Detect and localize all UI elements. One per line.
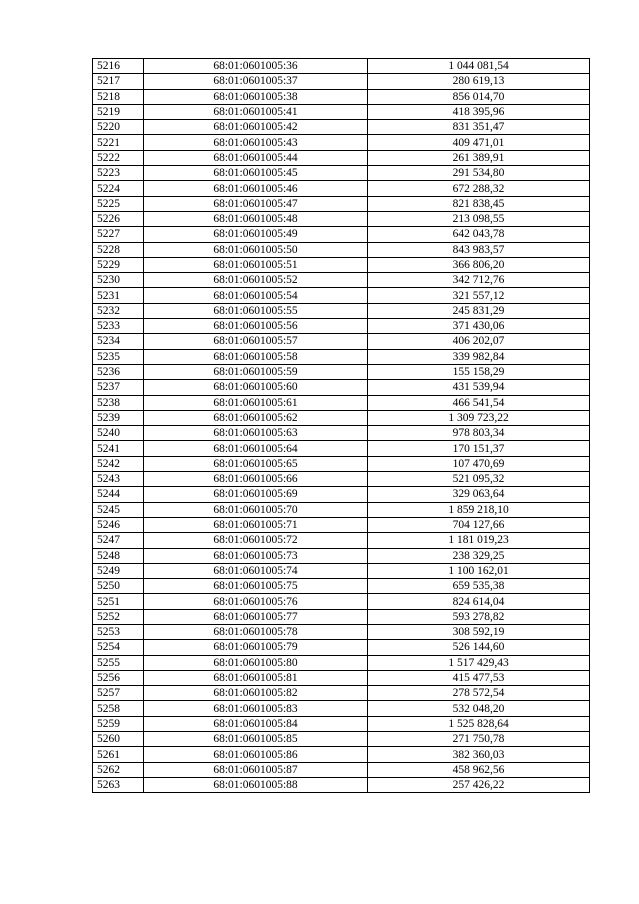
row-number-cell: 5230 <box>93 273 144 288</box>
table-row <box>93 426 590 441</box>
row-number-cell: 5245 <box>93 502 144 517</box>
cadastral-value-cell: 458 962,56 <box>368 762 590 777</box>
cadastral-number-cell: 68:01:0601005:84 <box>144 716 368 731</box>
table-row <box>93 257 590 272</box>
cadastral-value-cell: 1 525 828,64 <box>368 716 590 731</box>
cadastral-value-cell: 339 982,84 <box>368 349 590 364</box>
row-number-cell: 5223 <box>93 166 144 181</box>
table-row <box>93 594 590 609</box>
cadastral-number-cell: 68:01:0601005:46 <box>144 181 368 196</box>
row-number-cell: 5233 <box>93 319 144 334</box>
table-row <box>93 624 590 639</box>
cadastral-number-cell: 68:01:0601005:52 <box>144 273 368 288</box>
table-row <box>93 196 590 211</box>
row-number-cell: 5253 <box>93 624 144 639</box>
row-number-cell: 5218 <box>93 89 144 104</box>
row-number-cell: 5257 <box>93 686 144 701</box>
row-number-cell: 5221 <box>93 135 144 150</box>
cadastral-value-cell: 329 063,64 <box>368 487 590 502</box>
table-row <box>93 150 590 165</box>
row-number-cell: 5243 <box>93 472 144 487</box>
table-row <box>93 364 590 379</box>
table-row <box>93 670 590 685</box>
table-row <box>93 533 590 548</box>
cadastral-number-cell: 68:01:0601005:80 <box>144 655 368 670</box>
cadastral-value-cell: 831 351,47 <box>368 120 590 135</box>
cadastral-number-cell: 68:01:0601005:74 <box>144 563 368 578</box>
row-number-cell: 5226 <box>93 211 144 226</box>
table-row <box>93 395 590 410</box>
table-row <box>93 349 590 364</box>
cadastral-number-cell: 68:01:0601005:51 <box>144 257 368 272</box>
row-number-cell: 5249 <box>93 563 144 578</box>
cadastral-number-cell: 68:01:0601005:76 <box>144 594 368 609</box>
cadastral-value-cell: 431 539,94 <box>368 380 590 395</box>
table-row <box>93 502 590 517</box>
cadastral-value-cell: 704 127,66 <box>368 517 590 532</box>
cadastral-value-cell: 593 278,82 <box>368 609 590 624</box>
row-number-cell: 5232 <box>93 303 144 318</box>
table-row <box>93 181 590 196</box>
cadastral-number-cell: 68:01:0601005:70 <box>144 502 368 517</box>
cadastral-number-cell: 68:01:0601005:42 <box>144 120 368 135</box>
row-number-cell: 5262 <box>93 762 144 777</box>
table-row <box>93 472 590 487</box>
row-number-cell: 5227 <box>93 227 144 242</box>
cadastral-value-cell: 1 100 162,01 <box>368 563 590 578</box>
cadastral-value-cell: 366 806,20 <box>368 257 590 272</box>
row-number-cell: 5242 <box>93 456 144 471</box>
cadastral-number-cell: 68:01:0601005:72 <box>144 533 368 548</box>
cadastral-value-cell: 245 831,29 <box>368 303 590 318</box>
cadastral-number-cell: 68:01:0601005:49 <box>144 227 368 242</box>
table-row <box>93 579 590 594</box>
cadastral-value-cell: 238 329,25 <box>368 548 590 563</box>
row-number-cell: 5254 <box>93 640 144 655</box>
cadastral-number-cell: 68:01:0601005:87 <box>144 762 368 777</box>
row-number-cell: 5239 <box>93 410 144 425</box>
cadastral-number-cell: 68:01:0601005:66 <box>144 472 368 487</box>
cadastral-number-cell: 68:01:0601005:48 <box>144 211 368 226</box>
row-number-cell: 5251 <box>93 594 144 609</box>
row-number-cell: 5234 <box>93 334 144 349</box>
row-number-cell: 5247 <box>93 533 144 548</box>
cadastral-number-cell: 68:01:0601005:38 <box>144 89 368 104</box>
cadastral-number-cell: 68:01:0601005:64 <box>144 441 368 456</box>
row-number-cell: 5229 <box>93 257 144 272</box>
cadastral-number-cell: 68:01:0601005:73 <box>144 548 368 563</box>
cadastral-number-cell: 68:01:0601005:59 <box>144 364 368 379</box>
cadastral-value-cell: 371 430,06 <box>368 319 590 334</box>
row-number-cell: 5259 <box>93 716 144 731</box>
row-number-cell: 5231 <box>93 288 144 303</box>
cadastral-value-cell: 659 535,38 <box>368 579 590 594</box>
table-row <box>93 319 590 334</box>
row-number-cell: 5220 <box>93 120 144 135</box>
table-row <box>93 104 590 119</box>
cadastral-number-cell: 68:01:0601005:65 <box>144 456 368 471</box>
cadastral-value-cell: 278 572,54 <box>368 686 590 701</box>
row-number-cell: 5217 <box>93 74 144 89</box>
row-number-cell: 5235 <box>93 349 144 364</box>
cadastral-number-cell: 68:01:0601005:79 <box>144 640 368 655</box>
cadastral-number-cell: 68:01:0601005:47 <box>144 196 368 211</box>
table-row <box>93 380 590 395</box>
cadastral-value-cell: 409 471,01 <box>368 135 590 150</box>
cadastral-number-cell: 68:01:0601005:71 <box>144 517 368 532</box>
cadastral-value-cell: 1 044 081,54 <box>368 59 590 74</box>
row-number-cell: 5250 <box>93 579 144 594</box>
table-row <box>93 716 590 731</box>
cadastral-number-cell: 68:01:0601005:41 <box>144 104 368 119</box>
cadastral-value-cell: 1 517 429,43 <box>368 655 590 670</box>
cadastral-number-cell: 68:01:0601005:60 <box>144 380 368 395</box>
row-number-cell: 5224 <box>93 181 144 196</box>
cadastral-value-cell: 213 098,55 <box>368 211 590 226</box>
table-row <box>93 135 590 150</box>
row-number-cell: 5246 <box>93 517 144 532</box>
table-row <box>93 89 590 104</box>
row-number-cell: 5252 <box>93 609 144 624</box>
row-number-cell: 5216 <box>93 59 144 74</box>
cadastral-value-cell: 532 048,20 <box>368 701 590 716</box>
table-row <box>93 74 590 89</box>
cadastral-number-cell: 68:01:0601005:81 <box>144 670 368 685</box>
cadastral-number-cell: 68:01:0601005:55 <box>144 303 368 318</box>
cadastral-value-table <box>92 58 590 793</box>
row-number-cell: 5222 <box>93 150 144 165</box>
table-row <box>93 441 590 456</box>
cadastral-number-cell: 68:01:0601005:57 <box>144 334 368 349</box>
table-body <box>93 59 590 793</box>
cadastral-number-cell: 68:01:0601005:86 <box>144 747 368 762</box>
cadastral-number-cell: 68:01:0601005:82 <box>144 686 368 701</box>
table-row <box>93 211 590 226</box>
table-row <box>93 456 590 471</box>
cadastral-value-cell: 271 750,78 <box>368 732 590 747</box>
table-row <box>93 334 590 349</box>
cadastral-number-cell: 68:01:0601005:58 <box>144 349 368 364</box>
table-row <box>93 762 590 777</box>
table-row <box>93 303 590 318</box>
cadastral-number-cell: 68:01:0601005:69 <box>144 487 368 502</box>
cadastral-value-cell: 321 557,12 <box>368 288 590 303</box>
cadastral-value-cell: 856 014,70 <box>368 89 590 104</box>
table-row <box>93 242 590 257</box>
cadastral-number-cell: 68:01:0601005:36 <box>144 59 368 74</box>
table-row <box>93 120 590 135</box>
cadastral-value-cell: 843 983,57 <box>368 242 590 257</box>
table-row <box>93 686 590 701</box>
row-number-cell: 5261 <box>93 747 144 762</box>
cadastral-value-cell: 257 426,22 <box>368 777 590 792</box>
row-number-cell: 5256 <box>93 670 144 685</box>
cadastral-value-cell: 170 151,37 <box>368 441 590 456</box>
row-number-cell: 5237 <box>93 380 144 395</box>
table-row <box>93 563 590 578</box>
row-number-cell: 5263 <box>93 777 144 792</box>
cadastral-value-cell: 1 859 218,10 <box>368 502 590 517</box>
cadastral-number-cell: 68:01:0601005:83 <box>144 701 368 716</box>
table-row <box>93 548 590 563</box>
table-row <box>93 59 590 74</box>
cadastral-value-cell: 978 803,34 <box>368 426 590 441</box>
cadastral-value-cell: 824 614,04 <box>368 594 590 609</box>
cadastral-value-cell: 280 619,13 <box>368 74 590 89</box>
cadastral-number-cell: 68:01:0601005:44 <box>144 150 368 165</box>
cadastral-value-cell: 155 158,29 <box>368 364 590 379</box>
cadastral-value-cell: 107 470,69 <box>368 456 590 471</box>
cadastral-number-cell: 68:01:0601005:77 <box>144 609 368 624</box>
table-row <box>93 777 590 792</box>
row-number-cell: 5244 <box>93 487 144 502</box>
cadastral-value-cell: 261 389,91 <box>368 150 590 165</box>
cadastral-value-cell: 466 541,54 <box>368 395 590 410</box>
cadastral-number-cell: 68:01:0601005:50 <box>144 242 368 257</box>
table-row <box>93 732 590 747</box>
cadastral-number-cell: 68:01:0601005:54 <box>144 288 368 303</box>
table-row <box>93 517 590 532</box>
table-row <box>93 747 590 762</box>
cadastral-value-cell: 1 309 723,22 <box>368 410 590 425</box>
table-row <box>93 487 590 502</box>
cadastral-number-cell: 68:01:0601005:63 <box>144 426 368 441</box>
row-number-cell: 5258 <box>93 701 144 716</box>
cadastral-value-cell: 1 181 019,23 <box>368 533 590 548</box>
cadastral-number-cell: 68:01:0601005:62 <box>144 410 368 425</box>
cadastral-number-cell: 68:01:0601005:78 <box>144 624 368 639</box>
row-number-cell: 5236 <box>93 364 144 379</box>
cadastral-value-cell: 382 360,03 <box>368 747 590 762</box>
table-row <box>93 701 590 716</box>
table-row <box>93 273 590 288</box>
cadastral-number-cell: 68:01:0601005:75 <box>144 579 368 594</box>
cadastral-value-cell: 406 202,07 <box>368 334 590 349</box>
cadastral-value-cell: 521 095,32 <box>368 472 590 487</box>
cadastral-value-cell: 526 144,60 <box>368 640 590 655</box>
cadastral-number-cell: 68:01:0601005:43 <box>144 135 368 150</box>
cadastral-value-cell: 291 534,80 <box>368 166 590 181</box>
cadastral-number-cell: 68:01:0601005:61 <box>144 395 368 410</box>
table-row <box>93 166 590 181</box>
table-row <box>93 410 590 425</box>
table-row <box>93 288 590 303</box>
row-number-cell: 5240 <box>93 426 144 441</box>
cadastral-number-cell: 68:01:0601005:45 <box>144 166 368 181</box>
cadastral-value-cell: 821 838,45 <box>368 196 590 211</box>
cadastral-number-cell: 68:01:0601005:88 <box>144 777 368 792</box>
cadastral-value-cell: 308 592,19 <box>368 624 590 639</box>
cadastral-value-cell: 672 288,32 <box>368 181 590 196</box>
row-number-cell: 5225 <box>93 196 144 211</box>
cadastral-value-cell: 415 477,53 <box>368 670 590 685</box>
cadastral-number-cell: 68:01:0601005:56 <box>144 319 368 334</box>
cadastral-number-cell: 68:01:0601005:85 <box>144 732 368 747</box>
cadastral-value-cell: 342 712,76 <box>368 273 590 288</box>
cadastral-number-cell: 68:01:0601005:37 <box>144 74 368 89</box>
table-row <box>93 655 590 670</box>
cadastral-value-cell: 418 395,96 <box>368 104 590 119</box>
table-row <box>93 227 590 242</box>
cadastral-value-cell: 642 043,78 <box>368 227 590 242</box>
row-number-cell: 5255 <box>93 655 144 670</box>
table-row <box>93 609 590 624</box>
row-number-cell: 5228 <box>93 242 144 257</box>
row-number-cell: 5219 <box>93 104 144 119</box>
row-number-cell: 5241 <box>93 441 144 456</box>
table-row <box>93 640 590 655</box>
row-number-cell: 5260 <box>93 732 144 747</box>
row-number-cell: 5238 <box>93 395 144 410</box>
row-number-cell: 5248 <box>93 548 144 563</box>
